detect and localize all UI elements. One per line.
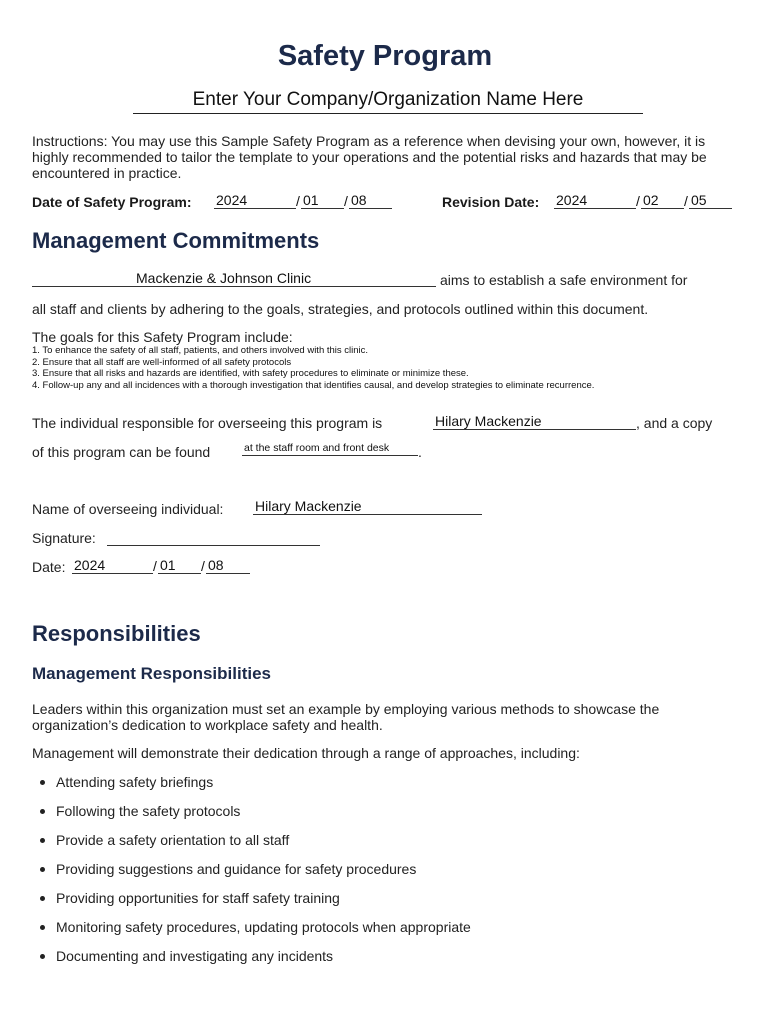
revision-date-label: Revision Date:	[442, 194, 540, 210]
bullet-icon	[40, 809, 45, 814]
goal-item: 3. Ensure that all risks and hazards are identified, with safety procedures to eliminate or minimize these.	[32, 368, 469, 379]
page-title: Safety Program	[277, 40, 493, 72]
signature-label: Signature:	[32, 530, 96, 546]
responsibilities-intro: Management will demonstrate their dedication through a range of approaches, including:	[32, 745, 580, 761]
copy-location-end: .	[418, 444, 422, 460]
aims-text-line-2: all staff and clients by adhering to the goals, strategies, and protocols outlined within this document.	[32, 301, 649, 317]
copy-location-text: of this program can be found	[32, 444, 211, 460]
list-item	[36, 918, 471, 947]
responsibilities-heading: Responsibilities	[32, 621, 201, 646]
program-month-field[interactable]: 01	[301, 192, 344, 209]
program-year-field[interactable]: 2024	[214, 192, 296, 209]
date-label: Date:	[32, 559, 66, 575]
bullet-icon	[40, 925, 45, 930]
goal-item: 1. To enhance the safety of all staff, patients, and others involved with this clinic.	[32, 345, 369, 356]
responsible-text-2: , and a copy	[636, 415, 713, 431]
date-day-field[interactable]: 08	[206, 557, 250, 574]
date-separator: /	[684, 193, 688, 209]
date-separator: /	[153, 558, 157, 574]
company-name-field[interactable]	[133, 87, 643, 114]
goals-intro: The goals for this Safety Program include:	[32, 329, 293, 345]
date-separator: /	[296, 193, 300, 209]
bullet-icon	[40, 954, 45, 959]
date-month-field[interactable]: 01	[158, 557, 201, 574]
list-item-text: Providing opportunities for staff safety training	[56, 890, 340, 906]
goal-item: 4. Follow-up any and all incidences with a thorough investigation that identifies causal, and develop strategies to eliminate recurrence.	[32, 379, 595, 391]
responsibilities-list	[36, 773, 471, 976]
list-item	[36, 831, 471, 860]
list-item-text: Monitoring safety procedures, updating protocols when appropriate	[56, 919, 471, 935]
date-separator: /	[636, 193, 640, 209]
bullet-icon	[40, 896, 45, 901]
company-name-text: Enter Your Company/Organization Name Here	[192, 89, 584, 110]
instructions-text: Instructions: You may use this Sample Safety Program as a reference when devising your own, however, it is highly recommended to tailor the template to your operations and the potential risks and hazards that may be encountered in practice.	[32, 133, 707, 181]
program-date-label: Date of Safety Program:	[32, 194, 192, 210]
oversee-label: Name of overseeing individual:	[32, 501, 224, 517]
responsibilities-paragraph: Leaders within this organization must set an example by employing various methods to showcase the organization’s dedication to workplace safety and health.	[32, 701, 660, 733]
list-item	[36, 947, 471, 976]
organization-name-field[interactable]: Mackenzie & Johnson Clinic	[32, 270, 436, 287]
program-day-field[interactable]: 08	[349, 192, 392, 209]
date-year-field[interactable]: 2024	[72, 557, 153, 574]
list-item-text: Documenting and investigating any incidents	[56, 948, 334, 964]
bullet-icon	[40, 867, 45, 872]
goals-list	[32, 345, 752, 391]
list-item	[36, 773, 471, 802]
revision-month-field[interactable]: 02	[641, 192, 684, 209]
list-item-text: Providing suggestions and guidance for safety procedures	[56, 861, 417, 877]
list-item-text: Attending safety briefings	[56, 774, 214, 790]
signature-field[interactable]	[107, 529, 320, 546]
date-separator: /	[201, 558, 205, 574]
management-responsibilities-heading: Management Responsibilities	[32, 664, 271, 683]
list-item	[36, 802, 471, 831]
copy-location-field[interactable]: at the staff room and front desk	[242, 441, 418, 456]
date-separator: /	[344, 193, 348, 209]
responsible-name-field[interactable]: Hilary Mackenzie	[433, 413, 636, 430]
management-commitments-heading: Management Commitments	[32, 228, 320, 253]
bullet-icon	[40, 780, 45, 785]
revision-day-field[interactable]: 05	[689, 192, 732, 209]
oversee-name-field[interactable]: Hilary Mackenzie	[253, 498, 482, 515]
list-item-text: Provide a safety orientation to all staff	[56, 832, 290, 848]
list-item-text: Following the safety protocols	[56, 803, 241, 819]
responsible-text-1: The individual responsible for overseeing this program is	[32, 415, 383, 431]
list-item	[36, 889, 471, 918]
list-item	[36, 860, 471, 889]
aims-text-line-1: aims to establish a safe environment for	[440, 272, 688, 288]
bullet-icon	[40, 838, 45, 843]
revision-year-field[interactable]: 2024	[554, 192, 636, 209]
goal-item: 2. Ensure that all staff are well-informed of all safety protocols	[32, 356, 292, 368]
